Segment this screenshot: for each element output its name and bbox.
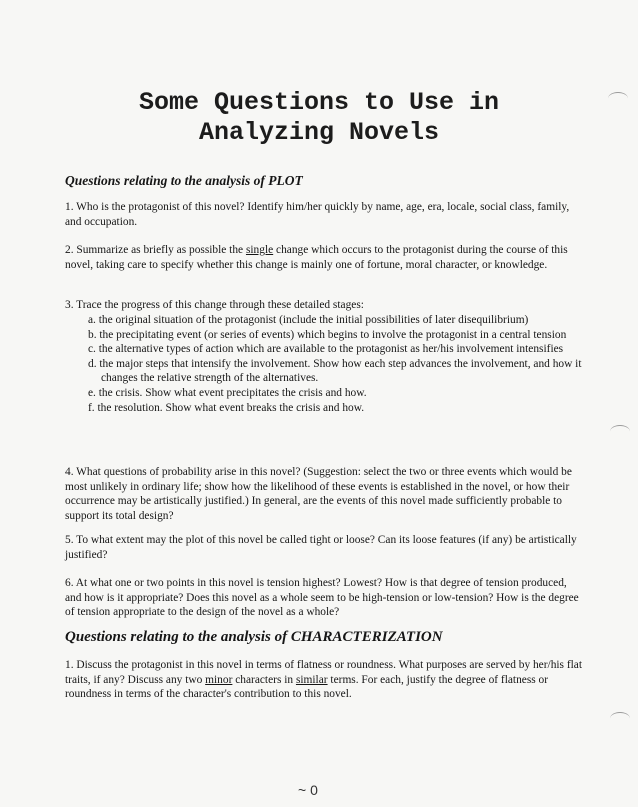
plot-question-4: 4. What questions of probability arise in this novel? (Suggestion: select the two or three events which would be most unlikely in ordinary life; show how the likelihood of these events is established in the novel, or how their occurrence may be artistically justified.) In general, are the events of this novel made sufficiently probable to support its total design? xyxy=(65,466,572,522)
plot-question-3-intro: 3. Trace the progress of this change through these detailed stages: xyxy=(65,299,364,311)
plot-question-2-text: 2. Summarize as briefly as possible the xyxy=(65,244,246,256)
characterization-question-1 xyxy=(65,658,585,702)
margin-scan-mark xyxy=(610,425,630,438)
characterization-section-heading: Questions relating to the analysis of CHARACTERIZATION xyxy=(65,629,443,645)
title-line-2: Analyzing Novels xyxy=(198,118,440,147)
plot-question-6: 6. At what one or two points in this novel is tension highest? Lowest? How is that degree of tension produced, and how is it appropriate? Does this novel as a whole seem to be high-tension or low-tension? How is the degree of tension appropriate to the design of the novel as a whole? xyxy=(65,577,579,619)
plot-question-3-steps xyxy=(88,313,588,415)
margin-scan-mark xyxy=(610,712,630,725)
char-q1-part-1: 1. Discuss the protagonist in this novel in terms of flatness or roundness. What purposes are served by her/his flat traits, if any? Discuss any two xyxy=(65,659,583,686)
char-q1-emphasis-similar: similar xyxy=(295,673,328,686)
step-item-c: c. the alternative types of action which are available to the protagonist as her/his involvement intensifies xyxy=(88,343,564,356)
plot-section-heading: Questions relating to the analysis of PLOT xyxy=(65,173,303,188)
page-number-mark: ~ 0 xyxy=(298,782,318,798)
step-item-e: e. the crisis. Show what event precipitates the crisis and how. xyxy=(88,386,367,399)
step-item-f: f. the resolution. Show what event breaks the crisis and how. xyxy=(88,401,365,414)
step-item-b: b. the precipitating event (or series of events) which begins to involve the protagonist in a central tension xyxy=(88,328,567,341)
margin-scan-mark xyxy=(608,92,628,105)
char-q1-part-2: characters in xyxy=(232,673,296,686)
char-q1-part-3: terms. For each, justify the degree of flatness or roundness in terms of the character's contribution to this novel. xyxy=(65,673,549,701)
plot-question-2-emphasis: single xyxy=(245,244,274,256)
plot-question-1: 1. Who is the protagonist of this novel? Identify him/her quickly by name, age, era, locale, social class, family, and occupation. xyxy=(65,201,570,228)
plot-question-2-text-end: change which occurs to the protagonist during the course of this novel, taking care to specify whether this change is mainly one of fortune, moral character, or knowledge. xyxy=(65,244,568,271)
step-item-a: a. the original situation of the protagonist (include the initial possibilities of later disequilibrium) xyxy=(88,314,529,326)
char-q1-emphasis-minor: minor xyxy=(205,673,233,686)
plot-question-5: 5. To what extent may the plot of this novel be called tight or loose? Can its loose features (if any) be artistically justified? xyxy=(65,534,577,561)
plot-question-2 xyxy=(65,243,585,272)
title-line-1: Some Questions to Use in xyxy=(138,88,500,117)
step-item-d: d. the major steps that intensify the involvement. Show how each step advances the involvement, and how it changes the relative strength of the alternatives. xyxy=(88,357,582,385)
